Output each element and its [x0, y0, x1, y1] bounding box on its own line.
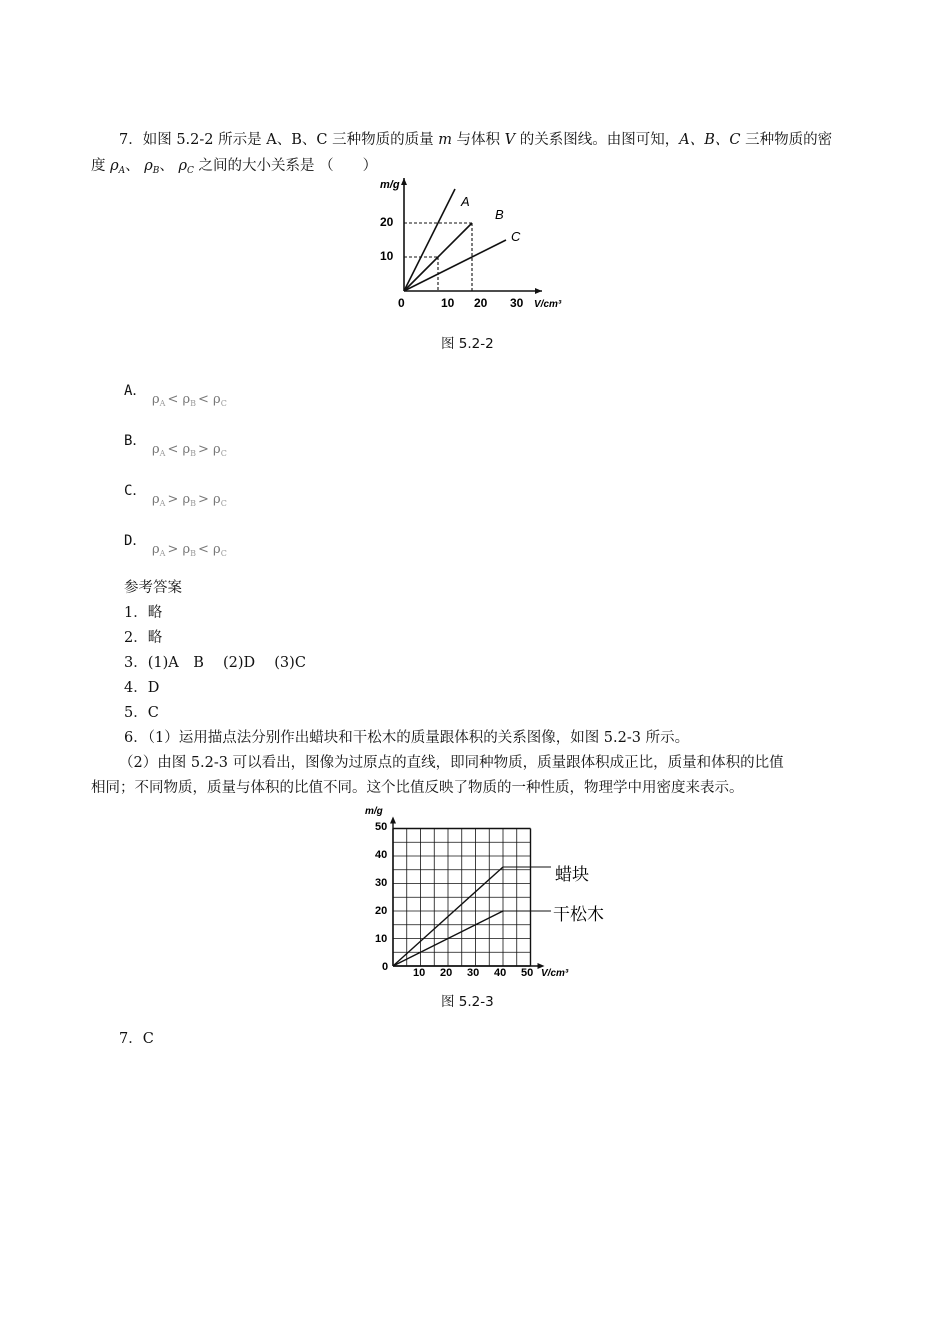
fig1-origin: 0	[398, 296, 405, 310]
q7-text: 度	[91, 158, 111, 174]
q7-text: 与体积	[451, 132, 505, 148]
fig2-x-tick: 50	[521, 967, 534, 979]
rho-subscript: A	[118, 166, 126, 176]
answer-3: 3．(1)A B (2)D (3)C	[124, 655, 306, 671]
fig2-x-axis-label: V/cm³	[541, 968, 569, 979]
q7-text: 的关系图线。由图可知，	[515, 132, 680, 148]
figure-5-2-2	[370, 170, 580, 320]
option-a[interactable]	[124, 380, 146, 400]
fig1-line-c	[404, 240, 506, 291]
fig2-x-tick: 20	[440, 967, 453, 979]
question-7-line-1	[119, 128, 832, 149]
figure-5-2-3	[355, 800, 615, 980]
fig2-y-tick: 50	[375, 821, 388, 833]
answer-6-part-3: 相同；不同物质，质量与体积的比值不同。这个比值反映了物质的一种性质，物理学中用密度来表示。	[91, 780, 744, 796]
fig2-x-tick: 30	[467, 967, 480, 979]
answers-title: 参考答案	[124, 580, 182, 596]
option-d-formula: $\rho_A > \rho_B < \rho_C$	[152, 542, 227, 558]
series-label-wax: 蜡块	[555, 865, 589, 884]
answer-4: 4．D	[124, 680, 160, 696]
relation: <	[167, 392, 179, 407]
rho-symbol: ρ	[144, 158, 153, 174]
relation: <	[198, 542, 209, 557]
rho-subscript: B	[152, 166, 160, 176]
answer-6-part-1: 6．（1）运用描点法分别作出蜡块和干松木的质量跟体积的关系图像，如图 5.2-3 所示。	[124, 730, 690, 746]
rho-symbol: ρ	[110, 158, 119, 174]
option-label: C．	[124, 483, 147, 499]
relation: >	[167, 542, 179, 557]
answer-5: 5．C	[124, 705, 159, 721]
answer-7: 7．C	[119, 1031, 154, 1047]
figure-caption-1: 图 5.2-2	[441, 336, 494, 352]
series-label-pine: 干松木	[553, 905, 604, 924]
relation: <	[198, 392, 209, 407]
fig1-line-a	[404, 189, 455, 291]
fig2-y-axis-label: m/g	[365, 806, 383, 817]
line-label-c: C	[511, 229, 521, 244]
fig1-y-arrow	[401, 178, 407, 185]
relation: >	[167, 492, 179, 507]
fig2-y-tick: 40	[375, 849, 388, 861]
fig1-y-tick: 20	[380, 215, 394, 229]
option-c[interactable]	[124, 480, 146, 500]
separator: 、	[125, 158, 145, 174]
relation: >	[198, 492, 209, 507]
fig1-x-tick: 10	[441, 296, 455, 310]
relation: <	[167, 442, 179, 457]
relation: >	[198, 442, 209, 457]
rho-subscript: C	[187, 166, 194, 176]
q7-substances: A、B、C	[679, 132, 741, 148]
fig1-x-tick: 20	[474, 296, 488, 310]
fig1-x-axis-label: V/cm³	[534, 299, 562, 310]
option-a-formula: $\rho_A < \rho_B < \rho_C$	[152, 392, 227, 408]
fig2-y-tick: 30	[375, 877, 388, 889]
answer-2: 2．略	[124, 630, 163, 646]
fig2-x-tick: 10	[413, 967, 426, 979]
q7-text: 7．如图 5.2-2 所示是 A、B、C 三种物质的质量	[119, 132, 439, 148]
fig2-y-tick: 10	[375, 933, 388, 945]
option-label: B．	[124, 433, 147, 449]
option-label: A．	[124, 383, 147, 399]
q7-text: 三种物质的密	[740, 132, 833, 148]
line-label-a: A	[461, 194, 470, 209]
q7-mass-symbol: m	[438, 132, 452, 148]
fig1-x-tick: 30	[510, 296, 524, 310]
separator: 、	[159, 158, 179, 174]
answer-1: 1．略	[124, 605, 163, 621]
fig1-y-axis-label: m/g	[380, 179, 400, 191]
rho-symbol: ρ	[178, 158, 188, 174]
fig2-x-tick: 40	[494, 967, 507, 979]
option-label: D．	[124, 533, 147, 549]
fig2-y-arrow	[390, 817, 396, 824]
fig2-y-tick: 20	[375, 905, 388, 917]
line-label-b: B	[495, 207, 504, 222]
figure-caption-2: 图 5.2-3	[441, 994, 494, 1010]
option-d[interactable]	[124, 530, 146, 550]
question-7-line-2	[91, 154, 377, 175]
fig1-x-arrow	[535, 288, 542, 294]
option-c-formula: $\rho_A > \rho_B > \rho_C$	[152, 492, 227, 508]
option-b-formula: $\rho_A < \rho_B > \rho_C$	[152, 442, 227, 458]
q7-volume-symbol: V	[504, 132, 516, 148]
fig1-y-tick: 10	[380, 249, 394, 263]
option-b[interactable]	[124, 430, 146, 450]
answer-6-part-2: （2）由图 5.2-3 可以看出，图像为过原点的直线，即同种物质，质量跟体积成正比，质量和体积的比值	[119, 755, 784, 771]
fig2-origin: 0	[382, 961, 389, 973]
q7-text: 之间的大小关系是 （ ）	[193, 158, 378, 174]
